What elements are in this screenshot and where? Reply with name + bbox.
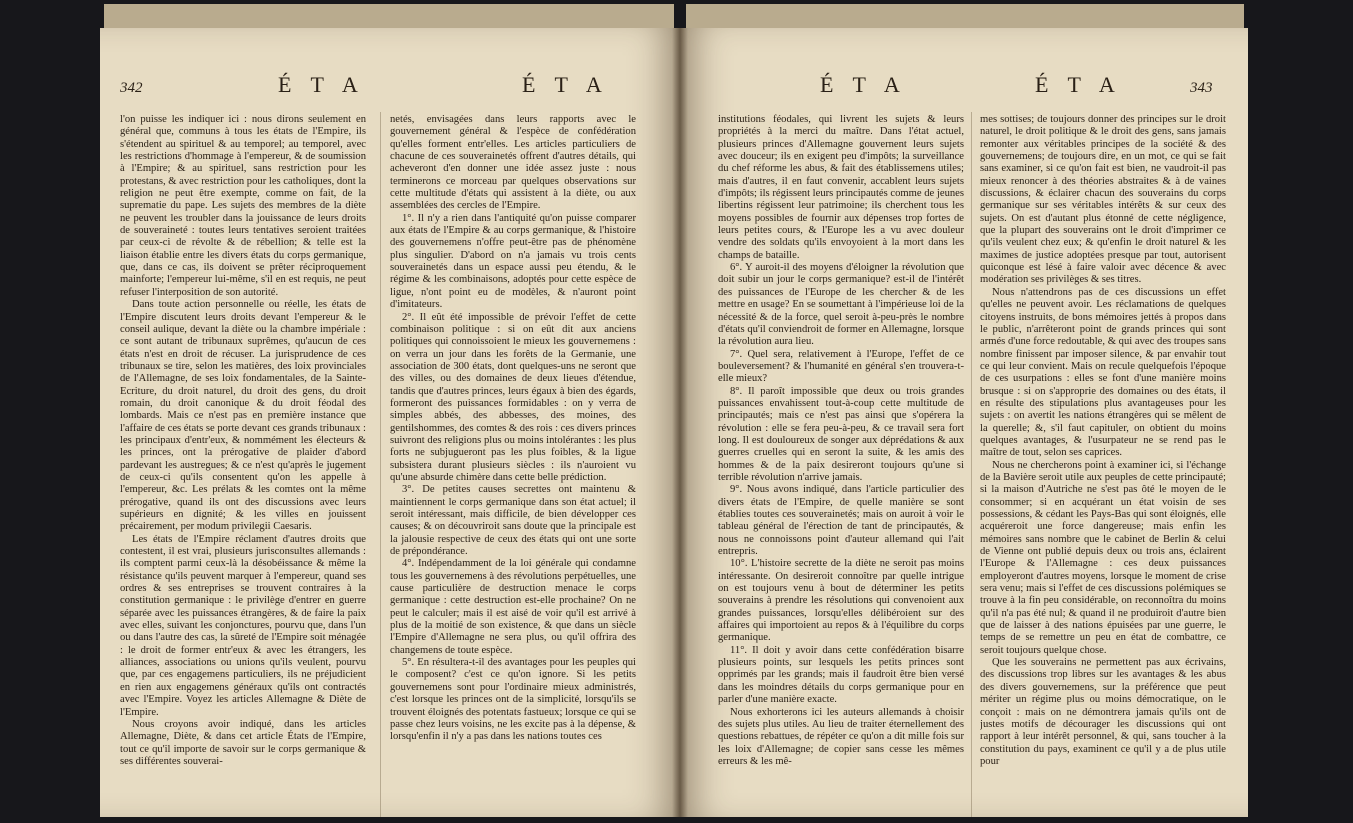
column-rule-right (971, 112, 972, 817)
paragraph: Nous exhorterons ici les auteurs allemands à choisir des sujets plus utiles. Au lieu de traiter éternellement des questions rebattues, de répéter ce qu'on a dit mille fois sur les loix d'Allemagne; de copier sans cesse les mêmes erreurs & les mê- (718, 706, 964, 767)
left-column-1 (120, 114, 366, 817)
left-column-2 (390, 114, 636, 817)
right-running-head-2: É T A (1035, 72, 1122, 97)
right-column-2 (980, 114, 1226, 817)
left-running-head-2: É T A (522, 72, 609, 97)
paragraph: 10°. L'histoire secrette de la diète ne seroit pas moins intéressante. On desireroit connoître par quelle intrigue on est toujours venu à bout de déterminer les petits souverains à prendre les résolutions qui convenoient aux grandes puissances, lorsqu'elles délibéroient sur des affaires qui importoient au repos & à l'équilibre du corps germanique. (718, 558, 964, 644)
paragraph: 6°. Y auroit-il des moyens d'éloigner la révolution que doit subir un jour le corps germanique? est-il de l'intérêt des puissances de l'Europe de les chercher & de les mettre en usage? En se soumettant à l'impérieuse loi de la nécessité & de la force, quel seroit à-peu-près le nombre d'états qu'il conviendroit de former en Allemagne, lorsque la révolution aura lieu. (718, 262, 964, 348)
paragraph: 8°. Il paroît impossible que deux ou trois grandes puissances envahissent tout-à-coup cette multitude de principautés; mais ce n'est pas ainsi que s'opérera la révolution : elle se fera peu-à-peu, & ce travail sera fort long. Il est douloureux de songer aux déprédations & aux guerres cruelles qui en seront la suite, & les amis des hommes & de la paix desireront toujours qu'une si terrible révolution n'arrive jamais. (718, 385, 964, 483)
paragraph: 4°. Indépendamment de la loi générale qui condamne tous les gouvernemens à des révolutions perpétuelles, une cause particulière de destruction menace le corps germanique : cette destruction est-elle prochaine? On ne peut le calculer; mais il est aisé de voir qu'il est arrivé à plus de la moitié de son existence, & que dans un siècle l'Empire d'Allemagne ne sera plus, ou qu'il offrira des changemens de toute espèce. (390, 558, 636, 656)
right-column-1 (718, 114, 964, 817)
paragraph: mes sottises; de toujours donner des principes sur le droit naturel, le droit politique & le droit des gens, sans jamais remonter aux véritables principes de la société & des gouvernemens; de toujours dire, en un mot, ce qui se fait sans examiner, si ce qu'on fait est bien, ne vaudroit-il pas mieux renoncer à des théories abstraites & à de vaines discussions, & éclairer chacun des souverains du corps germanique sur ses véritables intérêts & sur ceux des sujets. On est d'autant plus étonné de cette négligence, que la plupart des souverains ont le droit d'imprimer ce qu'ils veulent chez eux; & qu'enfin le droit naturel & les maximes de justice adoptées presque par tout, autorisent quiconque est lésé à faire valoir avec décence & avec modération ses privilèges & ses titres. (980, 114, 1226, 286)
paragraph: l'on puisse les indiquer ici : nous dirons seulement en général que, communs à tous les états de l'Empire, ils s'étendent au spirituel & au temporel; au temporel, avec les restrictions d'hommage à l'empereur, & de soumission à l'Empire; & au spirituel, sans restriction pour les protestans, & avec restriction pour les catholiques, dont la religion ne peut être exempte, comme on fait, de la suprematie du pape. Les sujets des membres de la diète ne peuvent les troubler dans la jouissance de leurs droits de souveraineté : toutes leurs tentatives seroient traitées par ceux-ci de révolte & de rébellion; & telle est la liaison établie entre les divers états du corps germanique, que, dans ce cas, ils doivent se prêter réciproquement mainforte; l'empereur lui-même, s'il en est requis, ne peut refuser l'interposition de son autorité. (120, 114, 366, 298)
book-gutter (672, 28, 688, 817)
paragraph: Que les souverains ne permettent pas aux écrivains, des discussions trop libres sur les avantages & les abus des divers gouvernemens, sur la préférence que peut mériter un régime plus ou moins démocratique, on le conçoit : mais on ne démontrera jamais qu'ils ont de justes motifs de décourager les discussions qui ont rapport à leur intérêt personnel, & qui, sans toucher à la constitution du pays, examinent ce qu'il y a de plus utile pour (980, 657, 1226, 767)
right-folio: 343 (1190, 80, 1213, 96)
paragraph: netés, envisagées dans leurs rapports avec le gouvernement général & l'espèce de confédération qu'elles forment entr'elles. Les articles particuliers de chacune de ces souverainetés offrent d'autres détails, qui acheveront d'en donner une idée assez juste : nous terminerons ce morceau par quelques observations sur cette multitude d'états qui assistent à la diète, ou aux assemblées des cercles de l'Empire. (390, 114, 636, 212)
right-running-head-1: É T A (820, 72, 907, 97)
page-edge-left (104, 4, 674, 28)
right-page (680, 28, 1248, 817)
paragraph: 11°. Il doit y avoir dans cette confédération bisarre plusieurs points, sur lesquels les petits princes sont opprimés par les grands; mais il faudroit être bien versé dans les moindres détails du corps germanique pour en parler d'une manière exacte. (718, 644, 964, 706)
paragraph: 1°. Il n'y a rien dans l'antiquité qu'on puisse comparer aux états de l'Empire & au corps germanique, & l'histoire des gouvernemens n'offre peut-être pas de phénomène plus singulier. D'abord on n'a jamais vu trois cents souverainetés dans un espace aussi peu étendu, & le régime & les combinaisons, adoptés pour cette espèce de ligue, n'ont point eu de modèles, & n'auront point d'imitateurs. (390, 212, 636, 311)
paragraph: Nous croyons avoir indiqué, dans les articles Allemagne, Diète, & dans cet article États de l'Empire, tout ce qu'il importe de savoir sur le corps germanique & ses différentes souverai- (120, 718, 366, 767)
paragraph: Nous ne chercherons point à examiner ici, si l'échange de la Bavière seroit utile aux peuples de cette principauté; si la maison d'Autriche ne s'est pas ôté le moyen de le consommer; si en acquérant un état voisin de ses possessions, & cédant les Pays-Bas qui sont éloignés, elle acquéreroit une force dangereuse; mais enfin les mémoires sans nombre que le cabinet de Berlin & celui de Vienne ont publié depuis deux ou trois ans, éclairent l'Europe & l'Allemagne : ces deux puissances employeront d'autres moyens, lorsque le moment de crise sera venu; mais si l'effet de ces discussions polémiques se trouve à la fin peu considérable, on reconnoîtra du moins qu'il n'a pas été nul; & quand il ne produiroit d'autre bien que de laisser à des nations épuisées par une guerre, le temps de se remettre un peu en état de combattre, ce seroit toujours quelque chose. (980, 459, 1226, 656)
left-page (100, 28, 680, 817)
column-rule-left (380, 112, 381, 817)
left-running-head-1: É T A (278, 72, 365, 97)
paragraph: 3°. De petites causes secrettes ont maintenu & maintiennent le corps germanique dans son état actuel; il seroit intéressant, mais difficile, de bien développer ces causes; & on découvriroit sans doute que la principale est la jalousie respective de ceux des états qui ont une sorte de prépondérance. (390, 484, 636, 558)
paragraph: Les états de l'Empire réclament d'autres droits que contestent, il est vrai, plusieurs jurisconsultes allemands : ils comptent parmi ceux-là la désobéissance & même la résistance qu'ils peuvent marquer à l'empereur, quand ses ordres & ses entreprises se trouvent contraires à la constitution germanique : le privilège d'entrer en guerre séparée avec les puissances étrangères, & de faire la paix avec elles, suivant les conjonctures, pourvu que, dans l'un ou dans l'autre des cas, la sûreté de l'Empire soit ménagée : le droit de former entr'eux & avec les étrangers, les alliances, associations ou unions qu'ils veulent, pourvu que, par ces engagemens particuliers, ils ne préjudicient en rien aux engagemens généraux qu'ils ont contractés avec l'Empire. Voyez les articles Allemagne & Diète de l'Empire. (120, 533, 366, 718)
paragraph: Dans toute action personnelle ou réelle, les états de l'Empire discutent leurs droits devant l'empereur & le conseil aulique, devant la diète ou la chambre impériale : ce sont autant de tribunaux suprêmes, qu'aucun de ces états n'est en droit de récuser. La jurisprudence de ces tribunaux se tire, selon les matières, des loix provinciales de l'Allemagne, de ses loix fondamentales, de la Sainte-Ecriture, du droit naturel, du droit des gens, du droit romain, du droit canonique & du droit féodal des lombards. Mais ce n'est pas en première instance que l'affaire de ces états se porte devant ces grands tribunaux : les principaux d'entr'eux, & nommément les électeurs & les princes, ont la prérogative de plaider d'abord pardevant les austregues; & ce n'est qu'après le jugement de ceux-ci qu'ils consentent qu'on les appelle à l'empereur, &c. Les prélats & les comtes ont la même prérogative, quand ils ont des discussions avec leurs supérieurs en dignité; & les villes en jouissent précairement, per modum privilegii Caesaris. (120, 299, 366, 533)
paragraph: 7°. Quel sera, relativement à l'Europe, l'effet de ce bouleversement? & l'humanité en général s'en trouvera-t-elle mieux? (718, 348, 964, 385)
page-edge-right (686, 4, 1244, 28)
paragraph: 2°. Il eût été impossible de prévoir l'effet de cette combinaison politique : si on eût dit aux anciens politiques qui connoissoient le mieux les gouvernemens : on verra un jour dans les forêts de la Germanie, une association de 300 états, dont quelques-uns ne seront que des villes, ou des domaines de deux lieues d'étendue, tandis que d'autres princes, leurs égaux à bien des égards, formeront des puissances formidables : on y verra de simples abbés, des abbesses, des moines, des gentilshommes, des comtes & des rois : ces divers princes suivront des religions plus ou moins intolérantes : les plus forts ne subjugueront pas les plus foibles, & la ligue subsistera durant plusieurs siècles : ils n'auroient vu qu'une absurde chimère dans cette belle prédiction. (390, 311, 636, 483)
paragraph: 9°. Nous avons indiqué, dans l'article particulier des divers états de l'Empire, de quelle manière se sont établies toutes ces souverainetés; mais on auroit à voir le tableau général de l'érection de tant de principautés, & nous ne connoissons point d'auteur allemand qui l'ait entrepris. (718, 484, 964, 558)
paragraph: institutions féodales, qui livrent les sujets & leurs propriétés à la merci du maître. Dans l'état actuel, plusieurs princes d'Allemagne gouvernent leurs sujets avec douceur; ils en exigent peu d'impôts; la surveillance du chef réforme les abus, & fait des établissemens utiles; mais d'autres, il en faut convenir, accablent leurs sujets d'impôts; ils régissent leurs principautés comme de jeunes libertins régissent leur patrimoine; ils cherchent tous les moyens possibles de fournir aux dépenses trop fortes de leurs petites cours, & l'Europe les a vu avec douleur vendre des soldats qu'ils envoyoient à la mort dans les champs de bataille. (718, 114, 964, 261)
paragraph: Nous n'attendrons pas de ces discussions un effet qu'elles ne peuvent avoir. Les réclamations de quelques citoyens instruits, de bons mémoires jettés à propos dans le public, n'arrêteront point de grands princes qui sont armés d'une force redoutable, & qui avec des troupes sans nombre finissent par imposer silence, & par envahir tout ce qui leur convient. Mais on recule quelquefois l'époque de ces usurpations : elles se font d'une manière moins brusque : si on s'approprie des domaines ou des états, il en résulte des stipulations plus avantageuses pour les sujets : on avertit les nations étrangères qui se mêlent de la querelle; &, s'il faut capituler, on obtient du moins quelques avantages, & l'usurpateur ne se rend pas le maître de tout, selon ses caprices. (980, 286, 1226, 459)
left-folio: 342 (120, 80, 143, 96)
paragraph: 5°. En résultera-t-il des avantages pour les peuples qui le composent? c'est ce qu'on ignore. Si les petits gouvernemens sont pour l'ordinaire mieux administrés, c'est lorsque les princes ont de la simplicité, lorsqu'ils se trouvent éloignés des potentats fastueux; lorsque ce qui se passe chez leurs voisins, ne les excite pas à la dépense, & lorsqu'enfin il n'y a pas dans les nations toutes ces (390, 657, 636, 743)
